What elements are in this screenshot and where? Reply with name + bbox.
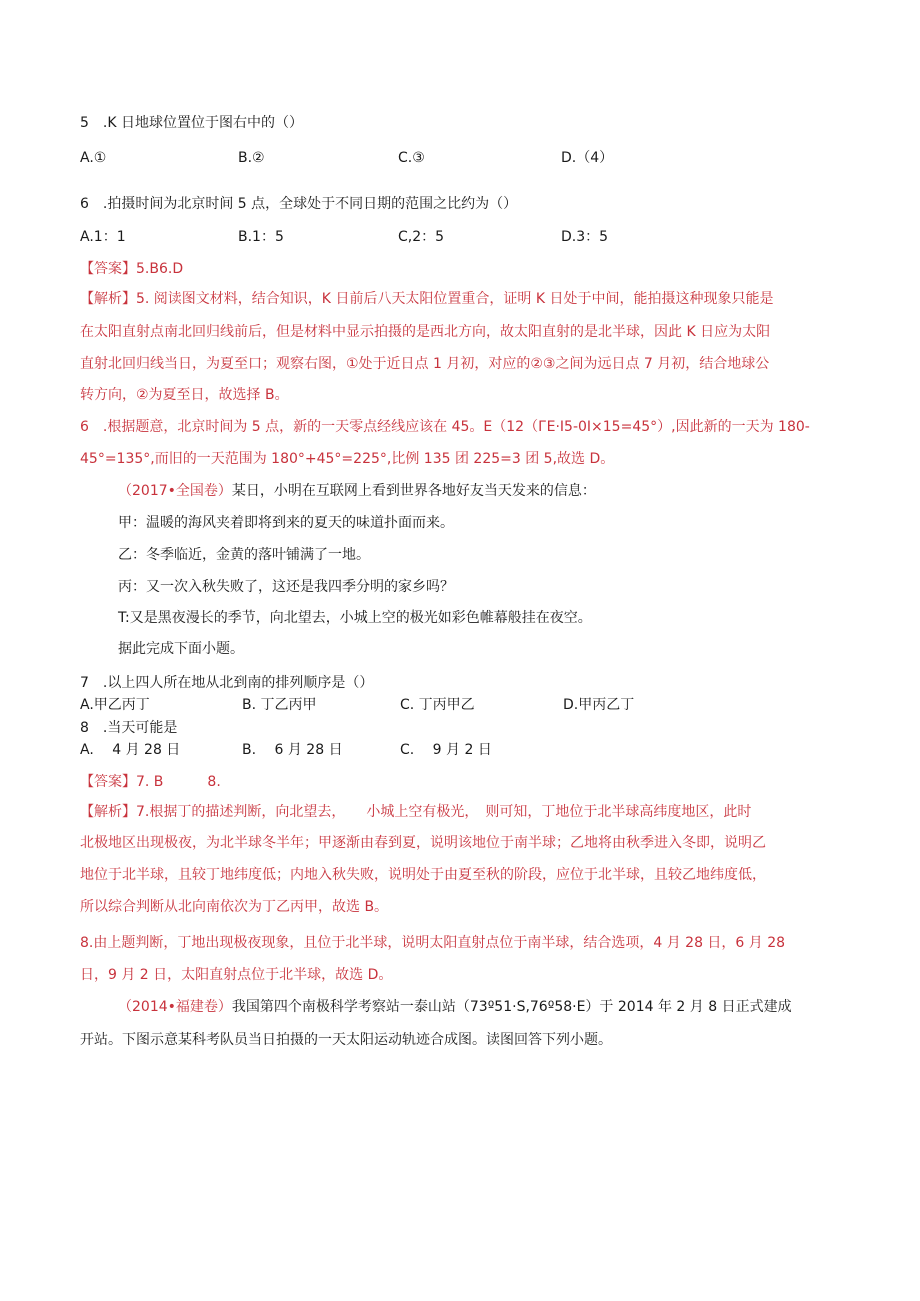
question-6-stem: 6 .拍摄时间为北京时间 5 点，全球处于不同日期的范围之比约为（）: [80, 196, 518, 212]
question-5-option-c: C.③: [398, 150, 425, 166]
analysis-label: 【解析】: [80, 291, 136, 307]
analysis-1-line-4: 转方向，②为夏至日，故选择 B。: [80, 387, 289, 403]
analysis-2-line-5: 8.由上题判断，丁地出现极夜现象，且位于北半球，说明太阳直射点位于南半球，结合选项，4 月 28 日，6 月 28: [80, 935, 786, 951]
analysis-1-line-5: 6 .根据题意，北京时间为 5 点，新的一天零点经线应该在 45。E（12（ГЕ·Ι5-0Ι×15=45°）,因此新的一天为 180-: [80, 419, 810, 435]
analysis-2-line-4: 所以综合判断从北向南依次为丁乙丙甲，故选 B。: [80, 899, 389, 915]
question-5-stem: 5 .K 日地球位置位于图右中的（）: [80, 115, 303, 131]
analysis-2-line-3: 地位于北半球，且较丁地纬度低；内地入秋失败，说明处于由夏至秋的阶段，应位于北半球，且较乙地纬度低，: [80, 867, 766, 883]
answer-block-2: [80, 772, 221, 792]
question-8-stem: 8 .当天可能是: [80, 720, 178, 736]
question-8-option-c: C. 9 月 2 日: [400, 742, 492, 758]
message-bing: 丙：又一次入秋失败了，这还是我四季分明的家乡吗？: [118, 579, 454, 595]
question-7-option-a: A.甲乙丙丁: [80, 697, 150, 713]
question-7-option-c: C. 丁丙甲乙: [400, 697, 475, 713]
intro-2-text: 某日，小明在互联网上看到世界各地好友当天发来的信息：: [231, 483, 596, 499]
question-5-option-b: B.②: [238, 150, 265, 166]
question-8-option-b: B. 6 月 28 日: [242, 742, 343, 758]
analysis-1-line-6: 45°=135°,而旧的一天范围为 180°+45°=225°,比例 135 团 225=3 团 5,故选 D。: [80, 451, 615, 467]
answer-label: 【答案】: [80, 774, 136, 790]
question-7-option-b: B. 丁乙丙甲: [242, 697, 317, 713]
source-tag: （2014•福建卷）: [118, 999, 232, 1015]
analysis-1-line-1: [80, 289, 774, 309]
question-8-option-a: A. 4 月 28 日: [80, 742, 181, 758]
answer-text: 5.B6.D: [136, 261, 184, 277]
question-7-stem: 7 .以上四人所在地从北到南的排列顺序是（）: [80, 675, 374, 691]
analysis-2-line-6: 日，9 月 2 日，太阳直射点位于北半球，故选 D。: [80, 967, 393, 983]
analysis-label: 【解析】: [80, 804, 136, 820]
message-ding: T:又是黑夜漫长的季节，向北望去，小城上空的极光如彩色帷幕般挂在夜空。: [118, 610, 592, 626]
analysis-text: 5. 阅读图文材料，结合知识，K 日前后八天太阳位置重合，证明 K 日处于中间，能拍摄这种现象只能是: [136, 291, 774, 307]
analysis-1-line-2: 在太阳直射点南北回归线前后，但是材料中显示拍摄的是西北方向，故太阳直射的是北半球，因此 K 日应为太阳: [80, 324, 771, 340]
question-6-option-b: B.1：5: [238, 229, 284, 245]
question-6-option-c: C,2：5: [398, 229, 445, 245]
instruction-text: 据此完成下面小题。: [118, 641, 244, 657]
answer-block-1: [80, 259, 183, 279]
answer-7: 7. B: [136, 774, 164, 790]
question-5-option-a: A.①: [80, 150, 107, 166]
question-6-option-a: A.1：1: [80, 229, 126, 245]
analysis-2-line-2: 北极地区出现极夜，为北半球冬半年；甲逐渐由春到夏，说明该地位于南半球；乙地将由秋季进入冬即，说明乙: [80, 835, 766, 851]
question-7-option-d: D.甲丙乙丁: [563, 697, 635, 713]
answer-8: 8.: [207, 774, 221, 790]
message-yi: 乙：冬季临近，金黄的落叶铺满了一地。: [118, 547, 370, 563]
question-5-option-d: D.（4）: [561, 150, 614, 166]
analysis-text: 7.根据丁的描述判断，向北望去， 小城上空有极光， 则可知，丁地位于北半球高纬度地区，此时: [136, 804, 752, 820]
intro-3-text: 我国第四个南极科学考察站一泰山站（73º51·S,76º58·E）于 2014 年 2 月 8 日正式建成: [231, 999, 792, 1015]
question-6-option-d: D.3：5: [561, 229, 609, 245]
message-jia: 甲：温暖的海风夹着即将到来的夏天的味道扑面而来。: [118, 515, 454, 531]
intro-2-line: [118, 481, 596, 501]
analysis-2-line-1: [80, 802, 751, 822]
intro-3-line-1: [118, 997, 792, 1017]
intro-3-line-2: 开站。下图示意某科考队员当日拍摄的一天太阳运动轨迹合成图。读图回答下列小题。: [80, 1032, 612, 1048]
analysis-1-line-3: 直射北回归线当日，为夏至口；观察右图，①处于近日点 1 月初，对应的②③之间为远日点 7 月初，结合地球公: [80, 356, 770, 372]
answer-label: 【答案】: [80, 261, 136, 277]
source-tag: （2017•全国卷）: [118, 483, 232, 499]
